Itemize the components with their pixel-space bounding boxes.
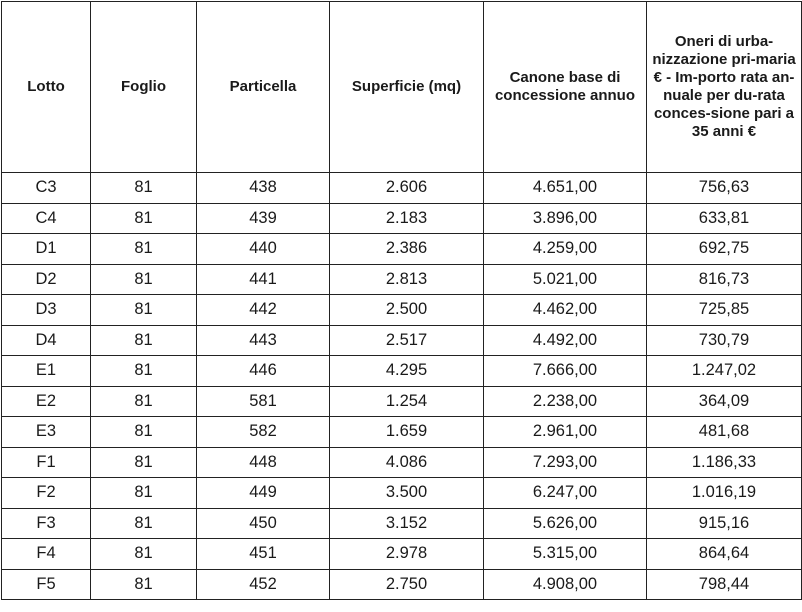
cell-particella: 443	[197, 325, 330, 356]
table-row	[2, 569, 802, 600]
cell-oneri: 756,63	[647, 173, 802, 204]
cell-oneri: 1.016,19	[647, 478, 802, 509]
cell-canone: 3.896,00	[484, 203, 647, 234]
table-row	[2, 173, 802, 204]
cell-particella: 438	[197, 173, 330, 204]
cell-superficie: 1.659	[330, 417, 484, 448]
cell-particella: 451	[197, 539, 330, 570]
cell-foglio: 81	[91, 295, 197, 326]
cell-superficie: 2.978	[330, 539, 484, 570]
cell-oneri: 1.186,33	[647, 447, 802, 478]
header-lotto: Lotto	[2, 2, 91, 173]
cell-particella: 581	[197, 386, 330, 417]
cell-superficie: 2.606	[330, 173, 484, 204]
cell-particella: 439	[197, 203, 330, 234]
cell-lotto: E3	[2, 417, 91, 448]
cell-oneri: 1.247,02	[647, 356, 802, 387]
cell-superficie: 2.500	[330, 295, 484, 326]
cell-superficie: 4.086	[330, 447, 484, 478]
lots-table	[1, 1, 802, 600]
cell-canone: 6.247,00	[484, 478, 647, 509]
cell-superficie: 3.152	[330, 508, 484, 539]
table-row	[2, 447, 802, 478]
table-row	[2, 478, 802, 509]
header-foglio: Foglio	[91, 2, 197, 173]
table-row	[2, 417, 802, 448]
cell-canone: 5.315,00	[484, 539, 647, 570]
header-superficie: Superficie (mq)	[330, 2, 484, 173]
cell-lotto: F4	[2, 539, 91, 570]
cell-canone: 4.651,00	[484, 173, 647, 204]
cell-lotto: F1	[2, 447, 91, 478]
cell-oneri: 915,16	[647, 508, 802, 539]
cell-particella: 449	[197, 478, 330, 509]
cell-oneri: 692,75	[647, 234, 802, 265]
cell-particella: 448	[197, 447, 330, 478]
cell-particella: 442	[197, 295, 330, 326]
cell-canone: 2.961,00	[484, 417, 647, 448]
table-body	[2, 173, 802, 600]
cell-lotto: D2	[2, 264, 91, 295]
cell-superficie: 4.295	[330, 356, 484, 387]
cell-lotto: E2	[2, 386, 91, 417]
cell-canone: 2.238,00	[484, 386, 647, 417]
cell-particella: 582	[197, 417, 330, 448]
table-row	[2, 295, 802, 326]
cell-oneri: 481,68	[647, 417, 802, 448]
cell-lotto: D1	[2, 234, 91, 265]
header-row	[2, 2, 802, 173]
table-row	[2, 234, 802, 265]
cell-lotto: E1	[2, 356, 91, 387]
cell-particella: 441	[197, 264, 330, 295]
cell-foglio: 81	[91, 417, 197, 448]
cell-oneri: 864,64	[647, 539, 802, 570]
cell-canone: 5.021,00	[484, 264, 647, 295]
cell-foglio: 81	[91, 508, 197, 539]
cell-oneri: 730,79	[647, 325, 802, 356]
cell-oneri: 364,09	[647, 386, 802, 417]
cell-foglio: 81	[91, 569, 197, 600]
cell-foglio: 81	[91, 356, 197, 387]
cell-foglio: 81	[91, 447, 197, 478]
cell-foglio: 81	[91, 386, 197, 417]
cell-foglio: 81	[91, 234, 197, 265]
cell-canone: 4.908,00	[484, 569, 647, 600]
cell-particella: 446	[197, 356, 330, 387]
cell-oneri: 725,85	[647, 295, 802, 326]
header-oneri-text: Oneri di urba-nizzazione pri-maria € - Im-porto rata an-nuale per du-rata conces-sione pari a 35 anni €	[652, 33, 796, 140]
cell-oneri: 798,44	[647, 569, 802, 600]
cell-canone: 4.259,00	[484, 234, 647, 265]
cell-oneri: 633,81	[647, 203, 802, 234]
cell-particella: 440	[197, 234, 330, 265]
cell-lotto: C4	[2, 203, 91, 234]
cell-superficie: 2.750	[330, 569, 484, 600]
cell-foglio: 81	[91, 173, 197, 204]
cell-foglio: 81	[91, 325, 197, 356]
cell-superficie: 2.386	[330, 234, 484, 265]
cell-canone: 4.462,00	[484, 295, 647, 326]
header-oneri	[647, 2, 802, 173]
cell-foglio: 81	[91, 539, 197, 570]
cell-superficie: 2.813	[330, 264, 484, 295]
cell-superficie: 1.254	[330, 386, 484, 417]
table-row	[2, 264, 802, 295]
cell-lotto: F5	[2, 569, 91, 600]
table-row	[2, 203, 802, 234]
cell-particella: 452	[197, 569, 330, 600]
cell-foglio: 81	[91, 478, 197, 509]
cell-superficie: 3.500	[330, 478, 484, 509]
header-canone: Canone base di concessione annuo	[484, 2, 647, 173]
header-particella: Particella	[197, 2, 330, 173]
cell-superficie: 2.183	[330, 203, 484, 234]
cell-oneri: 816,73	[647, 264, 802, 295]
table-row	[2, 386, 802, 417]
cell-lotto: F2	[2, 478, 91, 509]
cell-lotto: C3	[2, 173, 91, 204]
table-row	[2, 539, 802, 570]
cell-lotto: D3	[2, 295, 91, 326]
cell-canone: 7.293,00	[484, 447, 647, 478]
cell-superficie: 2.517	[330, 325, 484, 356]
cell-canone: 7.666,00	[484, 356, 647, 387]
cell-foglio: 81	[91, 203, 197, 234]
table-row	[2, 508, 802, 539]
table-row	[2, 356, 802, 387]
cell-canone: 5.626,00	[484, 508, 647, 539]
cell-particella: 450	[197, 508, 330, 539]
cell-canone: 4.492,00	[484, 325, 647, 356]
cell-lotto: F3	[2, 508, 91, 539]
table-row	[2, 325, 802, 356]
cell-foglio: 81	[91, 264, 197, 295]
cell-lotto: D4	[2, 325, 91, 356]
